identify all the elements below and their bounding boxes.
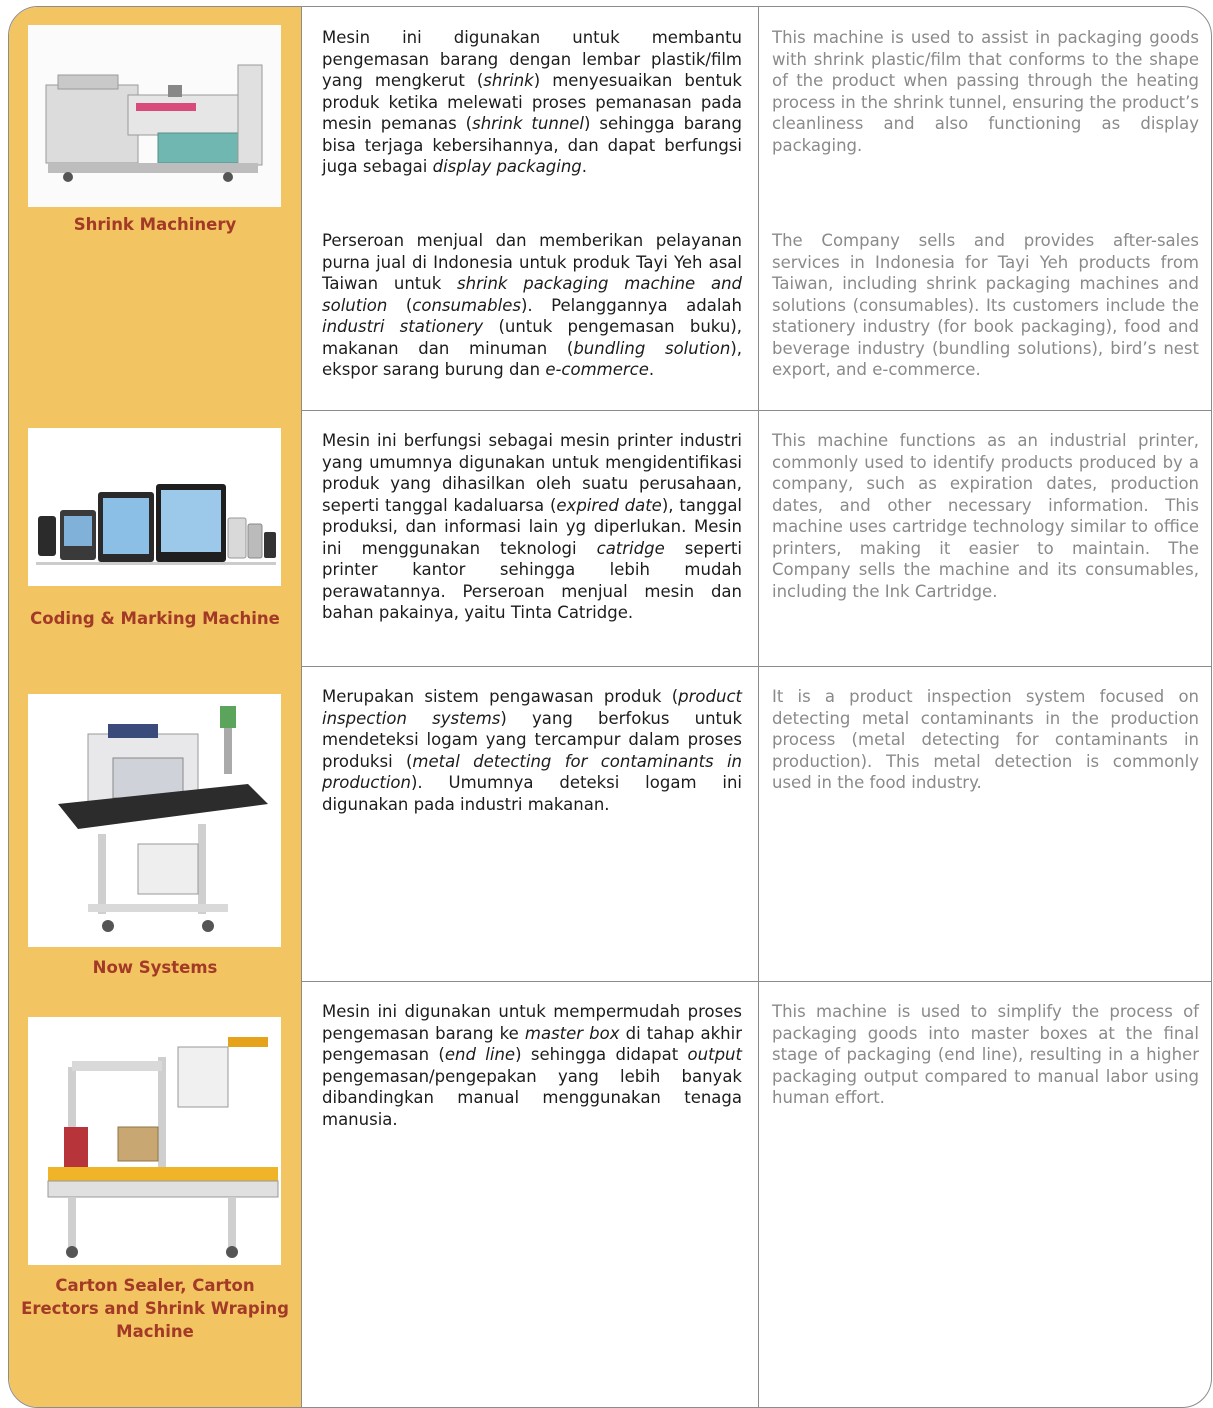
image-cell	[9, 666, 302, 981]
en-paragraph: This machine is used to assist in packaging goods with shrink plastic/film that conforms to the shape of the product when passing through the heating process in the shrink tunnel, ensuring the product’s cleanliness and also functioning as display packaging.	[772, 28, 1199, 155]
image-cell	[9, 981, 302, 1407]
table-row	[9, 981, 1211, 1407]
id-paragraph: Mesin ini digunakan untuk membantu pengemasan barang dengan lembar plastik/film yang mengkerut (shrink) menyesuaikan bentuk produk ketika melewati proses pemanasan pada mesin pemanas (shrink tunnel) sehingga barang bisa terjaga kebersihannya, dan dapat berfungsi juga sebagai display packaging.	[322, 28, 742, 176]
image-cell	[9, 410, 302, 666]
table-row	[9, 410, 1211, 667]
en-paragraph: It is a product inspection system focused on detecting metal contaminants in the production process (metal detecting for contaminants in production). This metal detection is commonly used in the food industry.	[772, 687, 1199, 792]
table-row	[9, 666, 1211, 982]
product-name: Coding & Marking Machine	[30, 609, 280, 628]
english-description	[759, 981, 1211, 1407]
english-description	[759, 410, 1211, 666]
carton-sealer-photo	[28, 1017, 281, 1265]
product-name: Shrink Machinery	[73, 215, 237, 234]
shrink-machine-photo	[28, 25, 281, 207]
indonesian-description	[302, 666, 759, 981]
product-name: Carton Sealer, Carton Erectors and Shrink Wraping Machine	[21, 1276, 289, 1341]
id-paragraph: Merupakan sistem pengawasan produk (product inspection systems) yang berfokus untuk mendeteksi logam yang tercampur dalam proses produksi (metal detecting for contaminants in production). Umumnya deteksi logam ini digunakan pada industri makanan.	[322, 687, 743, 814]
english-description	[759, 7, 1211, 410]
en-paragraph: This machine functions as an industrial printer, commonly used to identify products produced by a company, such as expiration dates, production dates, and other necessary information. This machine uses cartridge technology similar to office printers, making it easier to maintain. The Company sells the machine and its consumables, including the Ink Cartridge.	[772, 431, 1199, 601]
en-paragraph: This machine is used to simplify the process of packaging goods into master boxes at the final stage of packaging (end line), resulting in a higher packaging output compared to manual labor using human effort.	[772, 1002, 1199, 1107]
english-description	[759, 666, 1211, 981]
en-paragraph: The Company sells and provides after-sales services in Indonesia for Tayi Yeh products from Taiwan, including shrink packaging machines and solutions (consumables). Its customers include the stationery industry (for book packaging), food and beverage industry (bundling solutions), bird’s nest export, and e-commerce.	[772, 231, 1199, 379]
product-name: Now Systems	[92, 958, 218, 977]
product-table	[8, 6, 1212, 1408]
metal-detector-photo	[28, 694, 281, 947]
id-paragraph: Perseroan menjual dan memberikan pelayanan purna jual di Indonesia untuk produk Tayi Yeh asal Taiwan untuk shrink packaging machine and solution (consumables). Pelanggannya adalah industri stationery (untuk pengemasan buku), makanan dan minuman (bundling solution), ekspor sarang burung dan e-commerce.	[322, 231, 742, 379]
table-row	[9, 7, 1211, 411]
coding-printer-photo	[28, 428, 281, 586]
image-cell	[9, 7, 302, 410]
indonesian-description	[302, 410, 759, 666]
id-paragraph: Mesin ini digunakan untuk mempermudah proses pengemasan barang ke master box di tahap akhir pengemasan (end line) sehingga didapat output pengemasan/pengepakan yang lebih banyak dibandingkan manual menggunakan tenaga manusia.	[322, 1002, 742, 1129]
indonesian-description	[302, 981, 759, 1407]
id-paragraph: Mesin ini berfungsi sebagai mesin printer industri yang umumnya digunakan untuk mengidentifikasi produk yang dihasilkan oleh suatu perusahaan, seperti tanggal kadaluarsa (expired date), tanggal produksi, dan informasi lain yg diperlukan. Mesin ini menggunakan teknologi catridge seperti printer kantor sehingga lebih mudah perawatannya. Perseroan menjual mesin dan bahan pakainya, yaitu Tinta Catridge.	[322, 431, 743, 622]
indonesian-description	[302, 7, 759, 410]
